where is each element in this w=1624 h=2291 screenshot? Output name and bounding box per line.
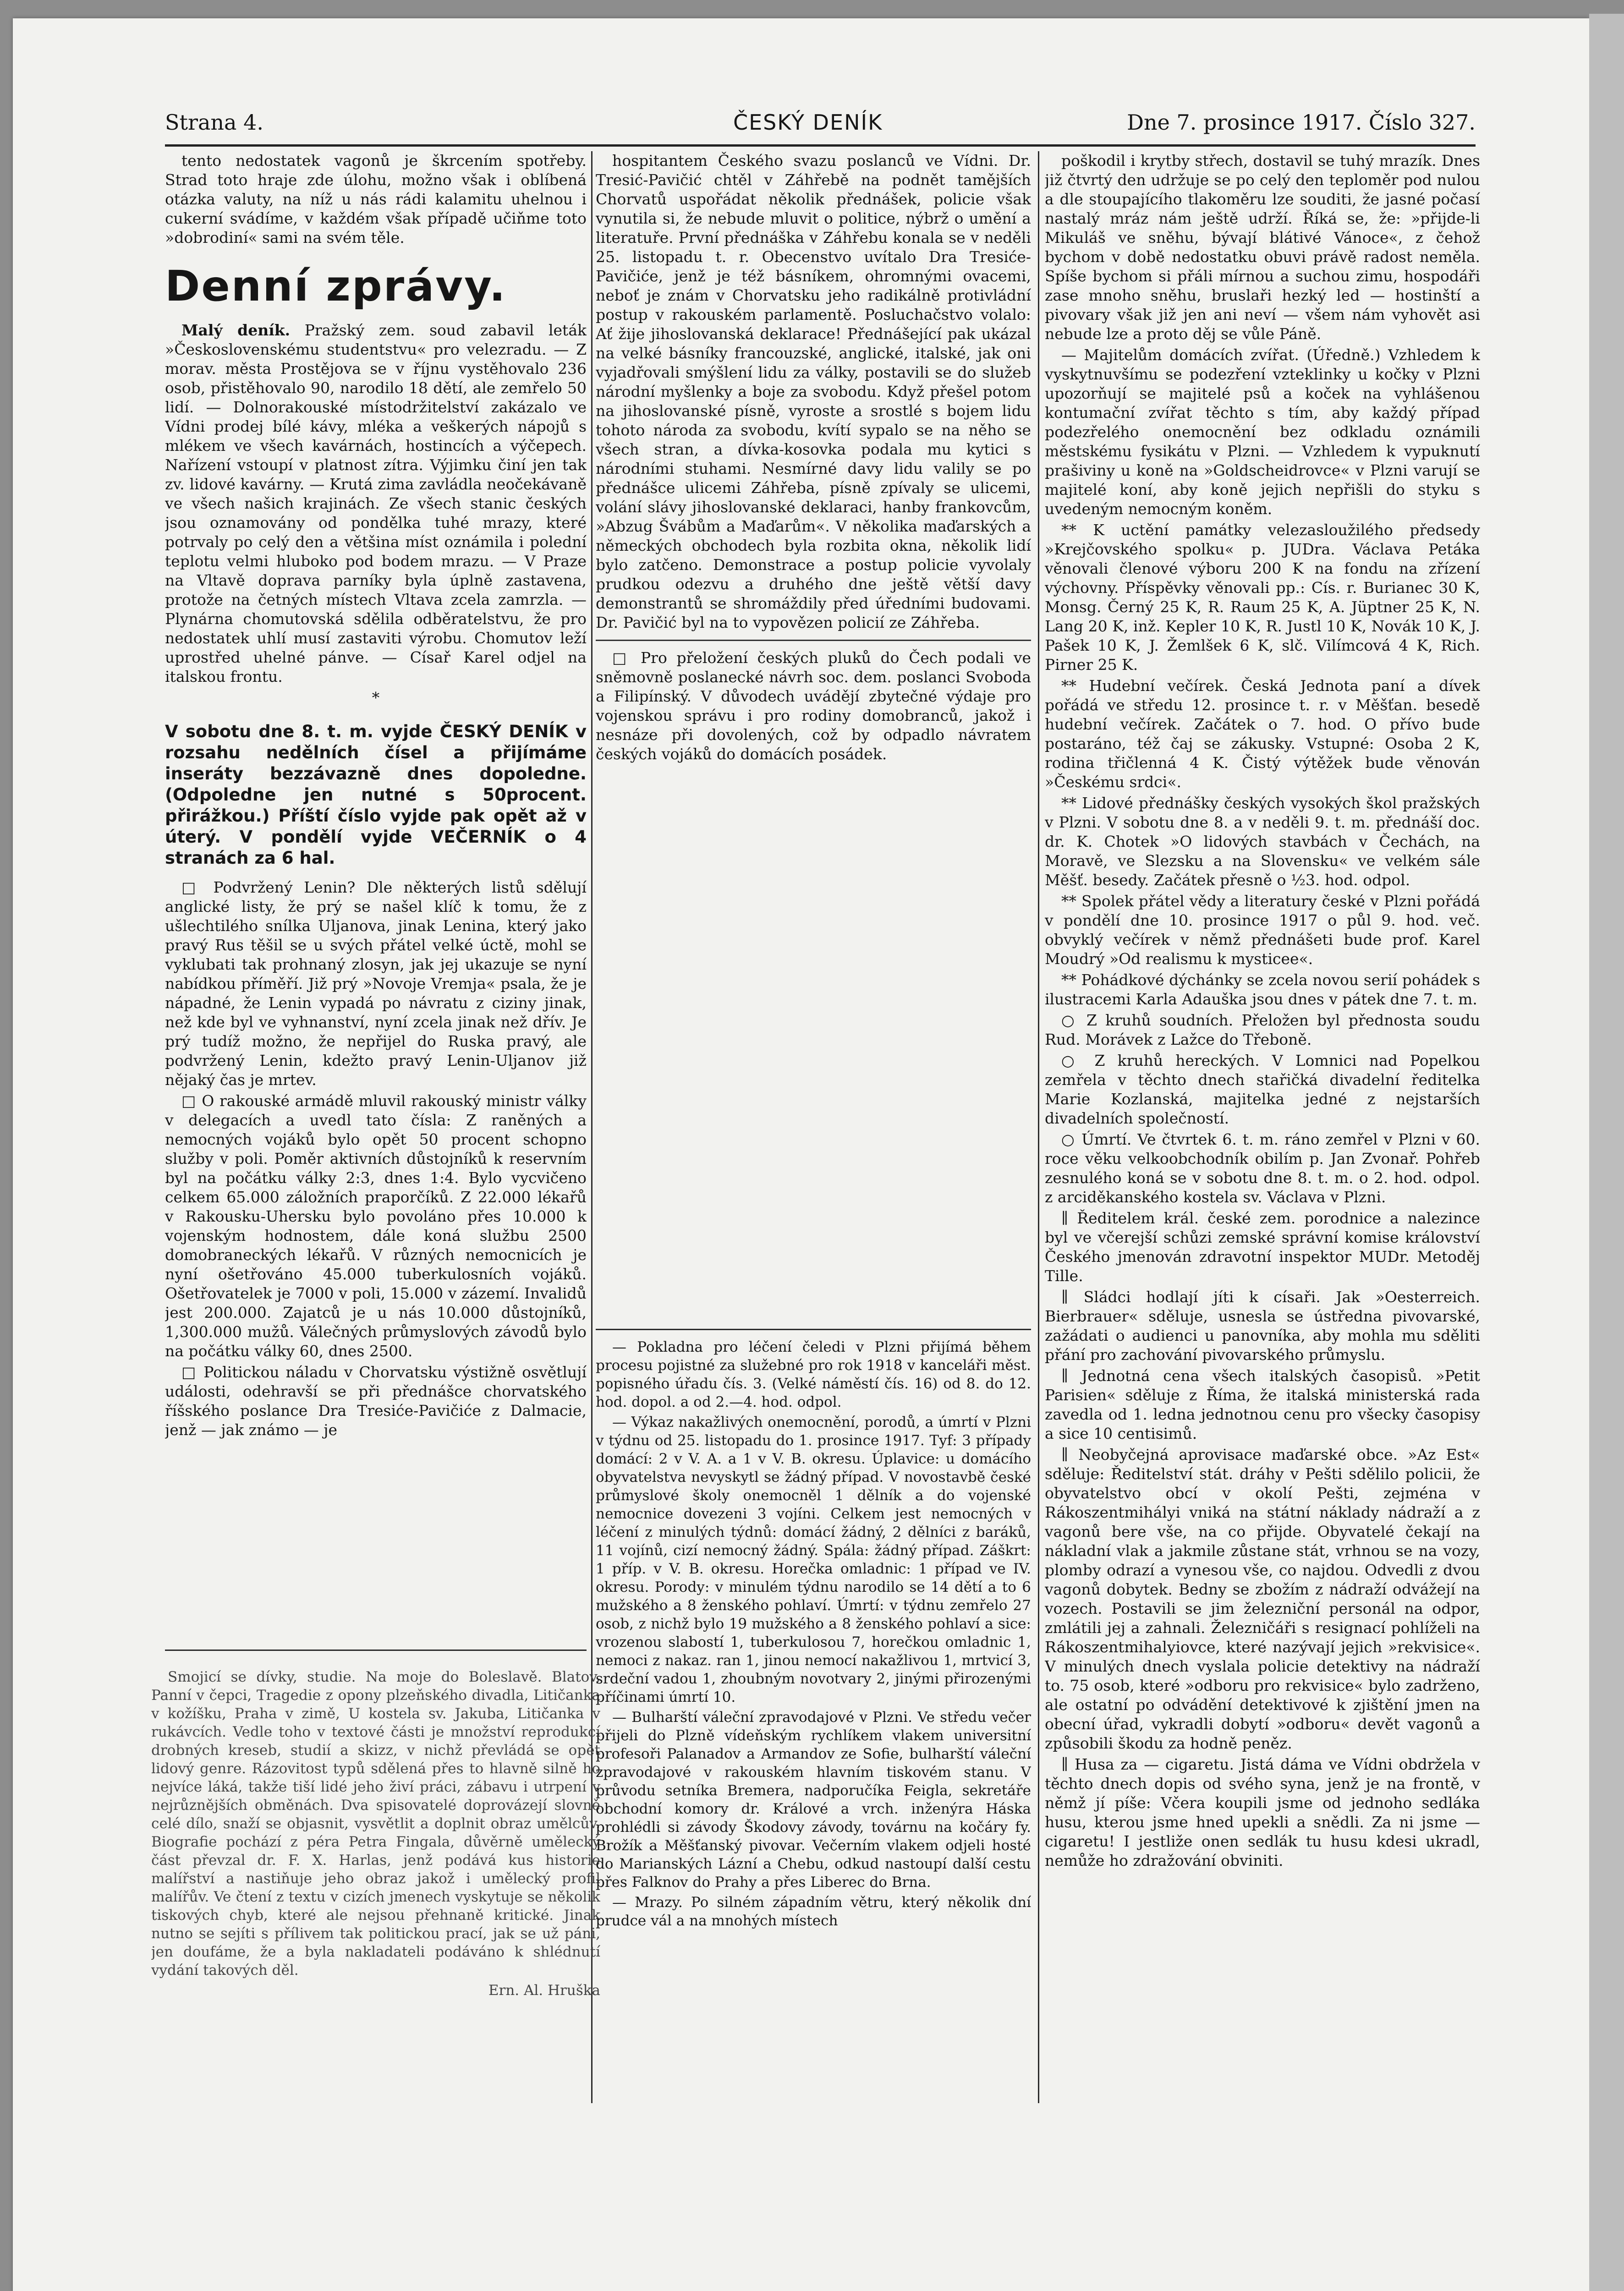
column2-divider	[596, 1329, 1031, 1330]
review-signature: Ern. Al. Hruška	[488, 1982, 600, 1999]
review-body: Smojicí se dívky, studie. Na moje do Boleslavě. Blatov, Panní v čepci, Tragedie z opony plzeňského divadla, Litičanka v kožíšku, Praha v zimě, U kostela sv. Jakuba, Litičanka v rukávcích. Vedle toho v textové části je množství reprodukcí drobných kreseb, studií a skizz, v nichž převládá se opět lidový genre. Rázovitost typů sdělená přes to hlavně silně ho nejvíce láká, takže tiší lidé jeho živí práci, zábavu i utrpení v nejrůznějších obměnách. Dva spisovatelé doprovázejí slovně celé dílo, snaží se objasnit, vysvětlit a doplnit obraz umělcův. Biografie pochází z péra Petra Fingala, důvěrně umělecký část převzal dr. F. X. Harlas, jenž podává kus historie malířství a nastiňuje jeho obraz jakož i umělecký profil malířův. Ve čtení z textu v cizích jmenech vyskytuje se několik tiskových chyb, které ale nejsou přehnaně kritické. Jinak nutno se sejíti s přílivem tak politickou prací, jak se už páni, jen doufáme, že a byla nakladateli podáváno k shlédnutí vydání takových děl.	[151, 1669, 600, 1979]
masthead-title: ČESKÝ DENÍK	[733, 110, 883, 135]
column-3	[1045, 151, 1480, 2089]
header-rule	[165, 144, 1476, 147]
publisher-announcement: V sobotu dne 8. t. m. vyjde ČESKÝ DENÍK v rozsahu nedělních čísel a přijímáme inseráty bezzávazně dnes dopoledne. (Odpoledne jen nutné s 50procent. přirážkou.) Příští číslo vyjde pak opět až v úterý. V pondělí vyjde VEČERNÍK o 4 stranách za 6 hal.	[165, 722, 587, 868]
article-pamatka: ** K uctění památky velezasloužilého předsedy »Krejčovského spolku« p. JUDra. Václava Petáka věnovali členové výboru 200 K na fondu na zřízení výchovny. Příspěvky věnovali pp.: Cís. r. Burianec 30 K, Monsg. Černý 25 K, R. Raum 25 K, A. Jüptner 25 K, N. Lang 20 K, inž. Kepler 10 K, R. Justl 10 K, Novák 10 K, J. Pašek 10 K, J. Žemlšek 6 K, slč. Vilímcová 4 K, Rich. Pirner 25 K.	[1045, 521, 1480, 674]
article-husa: ∥ Husa za — cigaretu. Jistá dáma ve Vídni obdržela v těchto dnech dopis od svého syna, jenž je na frontě, v němž jí píše: Včera koupili jsme od jednoho sedláka husu, kterou jsme hned upekli a snědli. Za ni jsme — cigaretu! I jestliže onen sedlák tu husu kdesi ukradl, nemůže ho zdražování obviniti.	[1045, 1755, 1480, 1869]
article-armada: □ O rakouské armádě mluvil rakouský ministr války v delegacích a uvedl tato čísla: Z raněných a nemocných vojáků bylo opět 50 procent schopno služby v poli. Poměr aktivních důstojníků k reservním byl na počátku války 2:3, dnes 1:4. Bylo vycvičeno celkem 65.000 záložních praporčíků. Z 22.000 lékařů v Rakousku-Uhersku bylo povoláno přes 10.000 k vojenským hodnostem, dále koná službu 2500 domobraneckých lékařů. V různých nemocnicích je nyní ošetřováno 45.000 tuberkulosních vojáků. Ošetřovatelek je 7000 v poli, 15.000 v zázemí. Invalidů jest 200.000. Zajatců je u nás 10.000 důstojníků, 1,300.000 mužů. Válečných průmyslových závodů bylo na počátku války 60, dnes 2500.	[165, 1092, 587, 1360]
page-edge	[1589, 14, 1624, 2291]
article-reditelem: ∥ Ředitelem král. české zem. porodnice a nalezince byl ve včerejší schůzi zemské správní komise království Českého jmenován zdravotní inspektor MUDr. Metoděj Tille.	[1045, 1209, 1480, 1285]
section-title: Denní zprávy.	[165, 262, 507, 311]
page-header	[165, 105, 1476, 137]
article-majitele: — Majitelům domácích zvířat. (Úředně.) Vzhledem k vyskytnuvšímu se podezření vzteklinky u kočky v Plzni upozorňují se majitelé psů a koček na vyhlášenou kontumační zvířat těchto s tím, aby každý případ podezřelého onemocnění bez odkladu oznámili městskému fysikátu v Plzni. — Vzhledem k vypuknutí prašiviny u koně na »Goldscheidrovce« v Plzni varují se majitelé koní, aby koně jejich nepřišli do styku s uvedeným nemocným koněm.	[1045, 346, 1480, 518]
article-chorvatsko: □ Politickou náladu v Chorvatsku výstižně osvětlují události, odehravší se při přednášce chorvatského říšského poslance Dra Tresiće-Pavičiće z Dalmacie, jenž — jak známo — je	[165, 1363, 587, 1439]
article-continuation: tento nedostatek vagonů je škrcením spotřeby. Strad toto hraje zde úlohu, možno však i oblíbená otázka valuty, na níž u nás rádi kalamitu uhelnou i cukerní svádíme, v každém však případě učiňme toto »dobrodiní« sami na svém těle.	[165, 152, 587, 247]
article-herecky: ○ Z kruhů hereckých. V Lomnici nad Popelkou zemřela v těchto dnech stařičká divadelní ředitelka Marie Kozlanská, majitelka jedné z nejstarších divadelních společností.	[1045, 1052, 1480, 1127]
article-pluky: □ Pro přeložení českých pluků do Čech podali ve sněmovně poslanecké návrh soc. dem. poslanci Svoboda a Filipínský. V důvodech uvádějí zbytečné výdaje pro vojenskou správu i pro rodiny domobranců, jakož i nesnáze při dovolených, což by odpadlo návratem českých vojáků do domácích posádek.	[596, 649, 1031, 763]
article-body: Pražský zem. soud zabavil leták »Československému studentstvu« pro velezradu. — Z morav. města Prostějova se v říjnu vystěhovalo 236 osob, přistěhovalo 90, narodilo 18 dětí, ale zemřelo 50 lidí. — Dolnorakouské místodržitelství zakázalo ve Vídni prodej bílé kávy, mléka a veškerých nápojů s mlékem ve všech kavárnách, hostincích a výčepech. Nařízení vstoupí v platnost zítra. Výjimku činí jen tak zv. lidové kavárny. — Krutá zima zavládla neočekávaně ve všech našich krajinách. Ze všech stanic českých jsou oznamovány od pondělka tuhé mrazy, které potrvaly po celý den a většina míst oznámila i polední teplotu velmi hluboko pod bodem mrazu. — V Praze na Vltavě doprava parníky byla úplně zastavena, protože na četných místech Vltava zcela zamrzla. — Plynárna chomutovská sdělila odběratelstvu, že pro nedostatek uhlí musí zastaviti výrobu. Chomutov leží uprostřed uhelné pánve. — Císař Karel odjel na italskou frontu.	[165, 321, 587, 685]
article-sladci: ∥ Sládci hodlají jíti k císaři. Jak »Oesterreich. Bierbrauer« sděluje, usnesla se ústředna pivovarské, zažádati o audienci u panovníka, aby mohla mu sděliti přání pro zachování pivovarského průmyslu.	[1045, 1288, 1480, 1364]
article-pohadky: ** Pohádkové dýchánky se zcela novou serií pohádek s ilustracemi Karla Adauška jsou dnes v pátek dne 7. t. m.	[1045, 971, 1480, 1008]
separator-star: *	[372, 689, 380, 707]
article-vecirek: ** Hudební večírek. Česká Jednota paní a dívek pořádá ve středu 12. prosince t. r. v Měšťan. besedě hudební večírek. Začátek o 7. hod. O přívo bude postaráno, též čaj se zákusky. Vstupné: Osoba 2 K, rodina třičlenná 4 K. Čistý výtěžek bude věnován »Českému srdci«.	[1045, 677, 1480, 791]
article-pokladna: — Pokladna pro léčení čeledi v Plzni přijímá během procesu pojistné za služebné pro rok 1918 v kanceláři měst. popisného úřadu čís. 3. (Velké náměstí čís. 16) od 8. do 12. hod. dopol. a od 2.—4. hod. odpol.	[596, 1339, 1031, 1410]
column-rule-2	[1038, 151, 1039, 2103]
article-spolek: ** Spolek přátel vědy a literatury české v Plzni pořádá v pondělí dne 10. prosince 1917 o půl 9. hod. več. obvyklý večírek v němž přednášeti bude prof. Karel Moudrý »Od realismu k mysticee«.	[1045, 892, 1480, 968]
article-lead: Malý deník.	[181, 321, 291, 339]
article-mraz: poškodil i krytby střech, dostavil se tuhý mrazík. Dnes již čtvrtý den udržuje se po celý den teploměr pod nulou a dle stoupajícího tlakoměru lze souditi, že jasné počasí nastalý mráz nám ještě udrží. Říká se, že: »přijde-li Mikuláš ve sněhu, bývají blátivé Vánoce«, z čehož bychom v době nedostatku obuvi právě radost neměla. Spíše bychom si přáli mírnou a suchou zimu, hospodáři zase mnoho sněhu, bruslaři hezký led — hostinští a pivovary však již jen ani neví — všem nám vyhovět asi nebude lze a proto děj se vůle Páně.	[1045, 152, 1480, 343]
article-vykaz: — Výkaz nakažlivých onemocnění, porodů, a úmrtí v Plzni v týdnu od 25. listopadu do 1. prosince 1917. Tyf: 3 případy domácí: 2 v V. A. a 1 v V. B. okresu. Úplavice: u domácího obyvatelstva nevyskytl se žádný případ. V novostavbě české průmyslové školy onemocněl 1 dělník a do vojenské nemocnice dovezeni 3 vojíni. Celkem jest nemocných v léčení z minulých týdnů: domácí žádný, 2 dělníci z baráků, 11 vojínů, cizí nemocný žádný. Spála: žádný případ. Záškrt: 1 příp. v V. B. okresu. Horečka omladnic: 1 případ ve IV. okresu. Porody: v minulém týdnu narodilo se 14 dětí a to 6 mužského a 8 ženského pohlaví. Úmrtí: v týdnu zemřelo 27 osob, z nichž bylo 19 mužského a 8 ženského pohlaví a sice: vrozenou slabostí 1, tuberkulosou 7, horečkou omladnic 1, nemoci z nakaz. ran 1, jinou nemocí nakažlivou 1, mrtvicí 3, srdeční vadou 1, zhoubným novotvary 2, jinými přirozenými příčinami úmrtí 10.	[596, 1414, 1031, 1705]
article-mrazy: — Mrazy. Po silném západním větru, který několik dní prudce vál a na mnohých místech	[596, 1894, 1031, 1929]
separator	[596, 640, 1031, 641]
article-casopisy: ∥ Jednotná cena všech italských časopisů. »Petit Parisien« sděluje z Říma, že italská ministerská rada zavedla od 1. ledna jednotnou cenu pro všecky časopisy a sice 10 centisimů.	[1045, 1367, 1480, 1442]
column-2-lower	[596, 1338, 1031, 2112]
article-bulhar: — Bulharští váleční zpravodajové v Plzni. Ve středu večer přijeli do Plzně vídeňským rychlíkem vlakem universitní profesoři Palanadov a Armandov ze Sofie, bulharští váleční zpravodajové v rakouském hlavním tiskovém stanu. V průvodu setníka Bremera, nadporučíka Feigla, sekretáře obchodní komory dr. Králové a vrch. inženýra Háska prohlédli si závody Škodovy závody, továrnu na kočáry fy. Brožík a Měšťanský pivovar. Večerním vlakem odjeli hosté do Marianských Lázní a Chebu, odkud nastoupí další cestu přes Falknov do Prahy a přes Liberec do Brna.	[596, 1709, 1031, 1891]
review-text	[151, 1668, 600, 2108]
article-lenin: □ Podvržený Lenin? Dle některých listů sdělují anglické listy, že prý se našel klíč k tomu, že z ušlechtilého snílka Uljanova, jinak Lenina, který jako pravý Rus těšil se u svých přátel velké úctě, mohl se vyklubati tak prohnaný zlosyn, jak jej ukazuje se nyní nabídkou příměří. Již prý »Novoje Vremja« psala, že je nápadné, že Lenin vypadá po návratu z ciziny jinak, než kde byl ve vyhnanství, nyní zcela jinak než dřív. Je prý tudíž možno, že nepřijel do Ruska pravý, ale podvržený Lenin, kdežto pravý Lenin-Uljanov již nějaký čas je mrtev.	[165, 878, 587, 1089]
article-maly-denik	[165, 321, 587, 686]
article-prednasky: ** Lidové přednášky českých vysokých škol pražských v Plzni. V sobotu dne 8. a v neděli 9. t. m. přednáší doc. dr. K. Chotek »O lidových stavbách v Čechách, na Moravě, ve Slezsku a na Slovensku« ve velkém sále Měšť. besedy. Začátek přesně o ½3. hod. odpol.	[1045, 794, 1480, 889]
page-number: Strana 4.	[165, 110, 263, 135]
column-1	[165, 151, 587, 1562]
article-soudni: ○ Z kruhů soudních. Přeložen byl přednosta soudu Rud. Morávek z Lažce do Třeboně.	[1045, 1011, 1480, 1048]
article-aprovisace: ∥ Neobyčejná aprovisace maďarské obce. »Az Est« sděluje: Ředitelství stát. dráhy v Pešti sdělilo policii, že obyvatelstvo obcí v okolí Pešti, zejména v Rákoszentmihályi vniká na státní náklady nádraží a z vagonů bere vše, na co přijde. Obyvatelé čekají na nákladní vlak a jakmile zůstane stát, vrhnou se na vozy, plomby odrazí a vynesou vše, co najdou. Odvedli z dvou vagonů dobytek. Bedny se zbožím z nádraží odvážejí na vozech. Postavili se jim železniční personál na odpor, zmlátili jej a zahnali. Železničáři s resignací pohlíželi na Rákoszentmihalyiovce, které nazývají jejich »rekvisice«. V minulých dnech vyslala policie detektivy na nádraží to. 75 osob, které »odboru pro rekvisice« bylo zadrženo, ale ostatní po odvádění detektivové k zjištění jmen na obecní úřad, vykradli dobytí »odboru« devět vagonů a způsobili škodu za hodně peněz.	[1045, 1446, 1480, 1752]
issue-date-number: Dne 7. prosince 1917. Číslo 327.	[1127, 110, 1476, 135]
column1-divider	[165, 1650, 587, 1651]
article-umrti: ○ Úmrtí. Ve čtvrtek 6. t. m. ráno zemřel v Plzni v 60. roce věku velkoobchodník obilím p. Jan Zvonař. Pohřeb zesnulého koná se v sobotu dne 8. t. m. o 2. hod. odpol. z arciděkanského kostela sv. Václava v Plzni.	[1045, 1130, 1480, 1206]
article-tresic-pavicic: hospitantem Českého svazu poslanců ve Vídni. Dr. Tresić-Pavičić chtěl v Záhřebě na podnět tamějších Chorvatů uspořádat několik přednášek, policie však vynutila si, že nebude mluvit o politice, nýbrž o umění a literatuře. První přednáška v Záhřebu konala se v neděli 25. listopadu t. r. Obecenstvo uvítalo Dra Tresiće-Pavičiće, jenž je též básníkem, ohromnými ovacemi, neboť je znám v Chorvatsku jeho radikálně protivládní postup v rakouském parlamentě. Posluchačstvo volalo: Ať žije jihoslovanská deklarace! Přednášející pak ukázal na velké básníky francouzské, anglické, italské, jak oni vyjadřovali smýšlení lidu za války, postavili se do služeb národní myšlenky a boje za svobodu. Když přešel potom na jihoslovanské písně, vyroste a srostlé s bojem lidu tohoto národa za svobodu, kvítí sypalo se na něho se všech stran, a dívka-kosovka podala mu kytici s národními stuhami. Nesmírné davy lidu valily se po přednášce ulicemi Záhřeba, písně zpívaly se ulicemi, volání slávy jihoslovanské deklaraci, hanby frankovcům, »Abzug Švábům a Maďarům«. V několika maďarských a německých obchodech byla rozbita okna, několik lidí bylo zatčeno. Demonstrace a postup policie vyvolaly prudkou odezvu a druhého dne ještě větší davy demonstrantů se shromáždily před úředními budovami. Dr. Pavičić byl na to vypovězen policií ze Záhřeba.	[596, 152, 1031, 631]
column-2	[596, 151, 1031, 912]
